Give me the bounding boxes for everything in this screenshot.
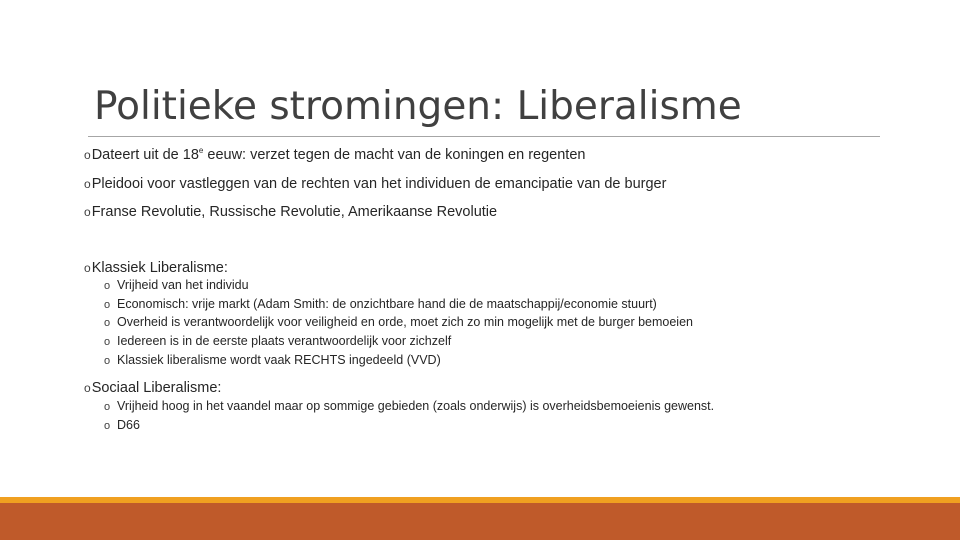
bullet-item-classic-liberalism bbox=[84, 259, 228, 277]
bullet-marker: o bbox=[84, 148, 91, 162]
sub-bullet-text: Iedereen is in de eerste plaats verantwoordelijk voor zichzelf bbox=[117, 334, 452, 348]
bullet-text: Pleidooi voor vastleggen van de rechten van het individuen de emancipatie van de burger bbox=[91, 176, 667, 192]
sub-bullet-text: Klassiek liberalisme wordt vaak RECHTS ingedeeld (VVD) bbox=[117, 353, 441, 367]
sub-bullet-item bbox=[104, 398, 714, 415]
bullet-text: Franse Revolutie, Russische Revolutie, Amerikaanse Revolutie bbox=[91, 204, 498, 220]
ordinal-superscript: e bbox=[198, 146, 204, 156]
bullet-item-social-liberalism bbox=[84, 379, 221, 397]
sub-bullet-item bbox=[104, 417, 140, 434]
sub-bullet-text: Vrijheid van het individu bbox=[117, 278, 249, 292]
bullet-text-continued: eeuw: verzet tegen de macht van de koningen en regenten bbox=[203, 147, 586, 163]
sub-bullet-text: D66 bbox=[117, 418, 140, 432]
sub-bullet-marker: o bbox=[104, 280, 111, 292]
bullet-item bbox=[84, 175, 666, 193]
sub-bullet-item bbox=[104, 277, 249, 294]
sub-bullet-marker: o bbox=[104, 401, 111, 413]
sub-bullet-marker: o bbox=[104, 299, 111, 311]
footer-bar bbox=[0, 503, 960, 540]
sub-bullet-item bbox=[104, 314, 693, 331]
sub-bullet-item bbox=[104, 296, 657, 313]
title-divider bbox=[88, 136, 880, 137]
sub-bullet-text: Overheid is verantwoordelijk voor veiligheid en orde, moet zich zo min mogelijk met de burger bemoeien bbox=[117, 315, 693, 329]
bullet-heading: Klassiek Liberalisme: bbox=[91, 260, 228, 276]
sub-bullet-item bbox=[104, 333, 451, 350]
bullet-item bbox=[84, 146, 585, 164]
bullet-marker: o bbox=[84, 205, 91, 219]
bullet-marker: o bbox=[84, 261, 91, 275]
bullet-marker: o bbox=[84, 381, 91, 395]
sub-bullet-marker: o bbox=[104, 336, 111, 348]
sub-bullet-text: Vrijheid hoog in het vaandel maar op sommige gebieden (zoals onderwijs) is overheidsbemoeienis gewenst. bbox=[117, 399, 715, 413]
sub-bullet-marker: o bbox=[104, 317, 111, 329]
sub-bullet-marker: o bbox=[104, 355, 111, 367]
bullet-heading: Sociaal Liberalisme: bbox=[91, 380, 222, 396]
sub-bullet-item bbox=[104, 352, 441, 369]
bullet-text: Dateert uit de 18 bbox=[91, 147, 199, 163]
bullet-item bbox=[84, 203, 497, 221]
sub-bullet-marker: o bbox=[104, 420, 111, 432]
bullet-marker: o bbox=[84, 177, 91, 191]
sub-bullet-text: Economisch: vrije markt (Adam Smith: de onzichtbare hand die de maatschappij/economie stuurt) bbox=[117, 297, 657, 311]
slide-title: Politieke stromingen: Liberalisme bbox=[94, 84, 742, 129]
